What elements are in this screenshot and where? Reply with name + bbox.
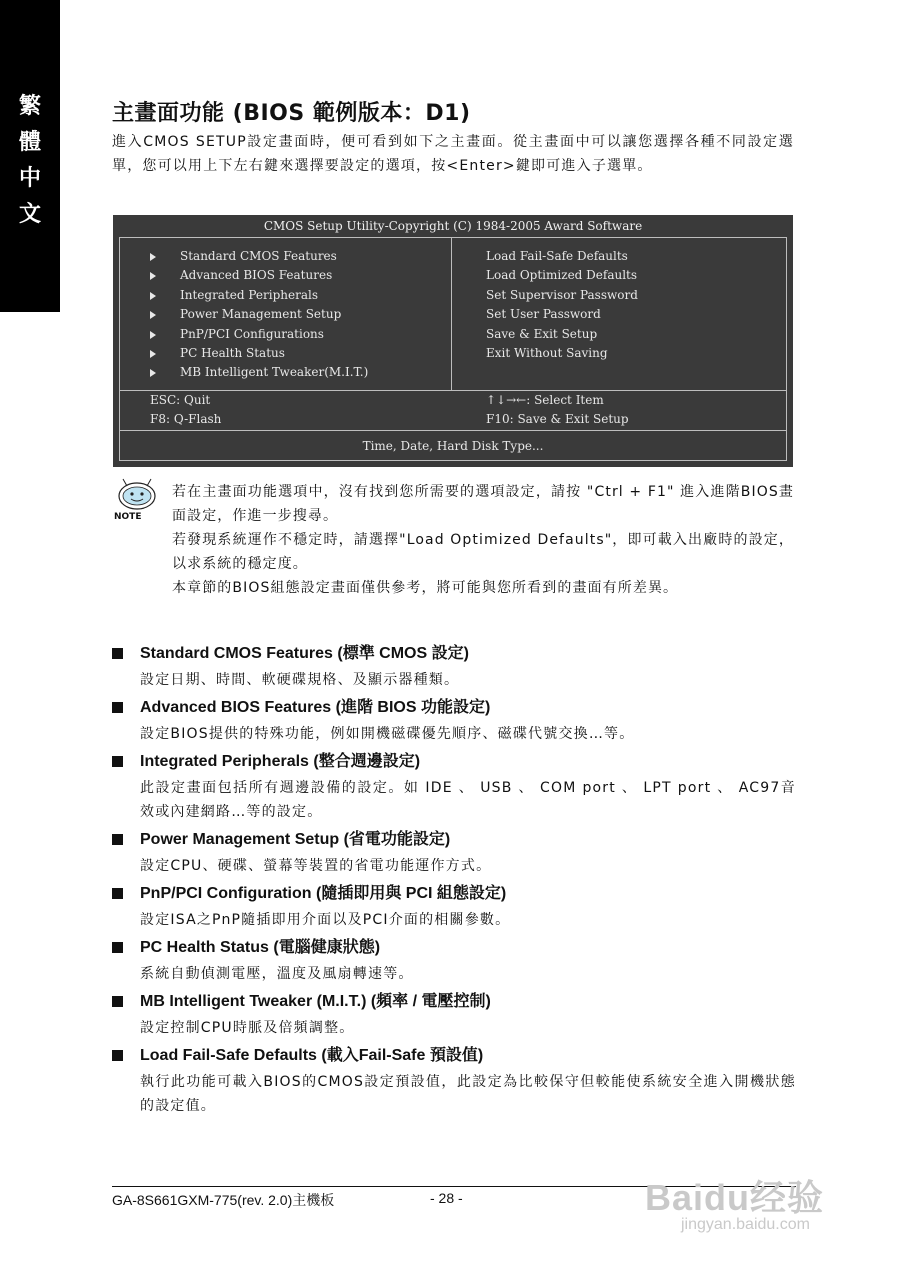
bios-menu-item[interactable]: Exit Without Saving [486,345,608,360]
footer-model: GA-8S661GXM-775(rev. 2.0)主機板 [112,1192,335,1208]
bios-menu-item[interactable]: Set Supervisor Password [486,287,638,302]
bios-menu-item[interactable]: Load Optimized Defaults [486,268,638,283]
bios-key-help [120,390,786,431]
submenu-arrow-icon [150,253,156,261]
feature-title: Load Fail-Safe Defaults (載入Fail-Safe 預設值) [140,1047,484,1064]
side-tab-char: 繁 [18,93,41,119]
note-block [172,480,794,600]
bios-menu-item[interactable]: Advanced BIOS Features [150,266,368,285]
bios-main-screen [113,215,793,467]
bios-header: CMOS Setup Utility-Copyright (C) 1984-2005 Award Software [263,219,643,233]
feature-item [112,880,796,932]
language-side-tab [0,0,60,312]
bios-menu-item[interactable]: Power Management Setup [150,305,368,324]
watermark [645,1170,845,1250]
feature-title: Standard CMOS Features (標準 CMOS 設定) [140,645,469,662]
bios-menu-item[interactable]: Load Fail-Safe Defaults [486,249,628,263]
feature-title: Power Management Setup (省電功能設定) [140,831,451,848]
submenu-arrow-icon [150,311,156,319]
submenu-arrow-icon [150,292,156,300]
feature-description: 設定控制CPU時脈及倍頻調整。 [140,1020,355,1036]
feature-description: 執行此功能可載入BIOS的CMOS設定預設值，此設定為比較保守但較能使系統安全進入開機狀態的設定值。 [140,1074,796,1114]
square-bullet-icon [112,888,123,899]
intro-paragraph: 進入CMOS SETUP設定畫面時，便可看到如下之主畫面。從主畫面中可以讓您選擇各種不同設定選單，您可以用上下左右鍵來選擇要設定的選項，按<Enter>鍵即可進入子選單。 [112,134,794,174]
feature-description: 此設定畫面包括所有週邊設備的設定。如 IDE 、 USB 、 COM port 、 LPT port 、 AC97音效或內建網路…等的設定。 [140,780,796,820]
bios-menu-item[interactable]: MB Intelligent Tweaker(M.I.T.) [150,363,368,382]
feature-title: Integrated Peripherals (整合週邊設定) [140,753,421,770]
feature-item [112,694,796,746]
bios-frame [119,237,787,461]
square-bullet-icon [112,1050,123,1061]
square-bullet-icon [112,648,123,659]
feature-item [112,988,796,1040]
bios-menu-panel [120,238,786,391]
side-tab-char: 體 [18,129,41,155]
feature-item [112,934,796,986]
bios-menu-item[interactable]: Set User Password [486,307,601,322]
feature-title: Advanced BIOS Features (進階 BIOS 功能設定) [140,699,491,716]
footer-page-number: - 28 - [430,1190,463,1206]
feature-item [112,1042,796,1118]
page-title: 主畫面功能 (BIOS 範例版本：D1) [112,101,471,126]
side-tab-char: 文 [18,201,41,227]
bios-menu-divider [451,238,452,390]
key-hint-select: ↑↓→←: Select Item [486,393,604,407]
bios-menu-item[interactable]: PC Health Status [150,344,368,363]
submenu-arrow-icon [150,272,156,280]
submenu-arrow-icon [150,369,156,377]
key-hint-esc: ESC: Quit [150,393,211,407]
note-paragraph: 若在主畫面功能選項中，沒有找到您所需要的選項設定，請按 "Ctrl + F1" 進入進階BIOS畫面設定，作進一步搜尋。 [172,484,794,524]
key-hint-f10: F10: Save & Exit Setup [486,412,629,426]
feature-title: MB Intelligent Tweaker (M.I.T.) (頻率 / 電壓控制) [140,993,491,1010]
note-label: NOTE [114,512,142,522]
feature-title: PC Health Status (電腦健康狀態) [140,939,381,956]
watermark-logo: Baidu经验 [645,1177,825,1218]
square-bullet-icon [112,996,123,1007]
feature-item [112,640,796,692]
bios-status-line: Time, Date, Hard Disk Type... [362,439,544,453]
feature-item [112,826,796,878]
feature-description: 設定CPU、硬碟、螢幕等裝置的省電功能運作方式。 [140,858,492,874]
feature-title: PnP/PCI Configuration (隨插即用與 PCI 組態設定) [140,885,507,902]
submenu-arrow-icon [150,350,156,358]
watermark-url: jingyan.baidu.com [681,1216,810,1233]
bios-menu-item[interactable]: PnP/PCI Configurations [150,325,368,344]
square-bullet-icon [112,702,123,713]
bios-menu-item[interactable]: Integrated Peripherals [150,286,368,305]
square-bullet-icon [112,756,123,767]
feature-description: 設定ISA之PnP隨插即用介面以及PCI介面的相關參數。 [140,912,511,928]
square-bullet-icon [112,834,123,845]
bios-menu-item[interactable]: Standard CMOS Features [150,247,368,266]
feature-description: 設定日期、時間、軟硬碟規格、及顯示器種類。 [140,672,460,688]
submenu-arrow-icon [150,331,156,339]
feature-list [112,640,796,1120]
bios-right-menu [486,247,638,363]
key-hint-f8: F8: Q-Flash [150,412,222,426]
note-paragraph: 本章節的BIOS組態設定畫面僅供參考，將可能與您所看到的畫面有所差異。 [172,580,679,596]
feature-item [112,748,796,824]
feature-description: 系統自動偵測電壓，溫度及風扇轉速等。 [140,966,414,982]
square-bullet-icon [112,942,123,953]
side-tab-char: 中 [18,165,41,191]
bios-menu-item[interactable]: Save & Exit Setup [486,326,598,341]
feature-description: 設定BIOS提供的特殊功能，例如開機磁碟優先順序、磁碟代號交換…等。 [140,726,635,742]
note-paragraph: 若發現系統運作不穩定時，請選擇"Load Optimized Defaults"，即可載入出廠時的設定，以求系統的穩定度。 [172,532,794,572]
bios-left-menu [150,247,368,383]
